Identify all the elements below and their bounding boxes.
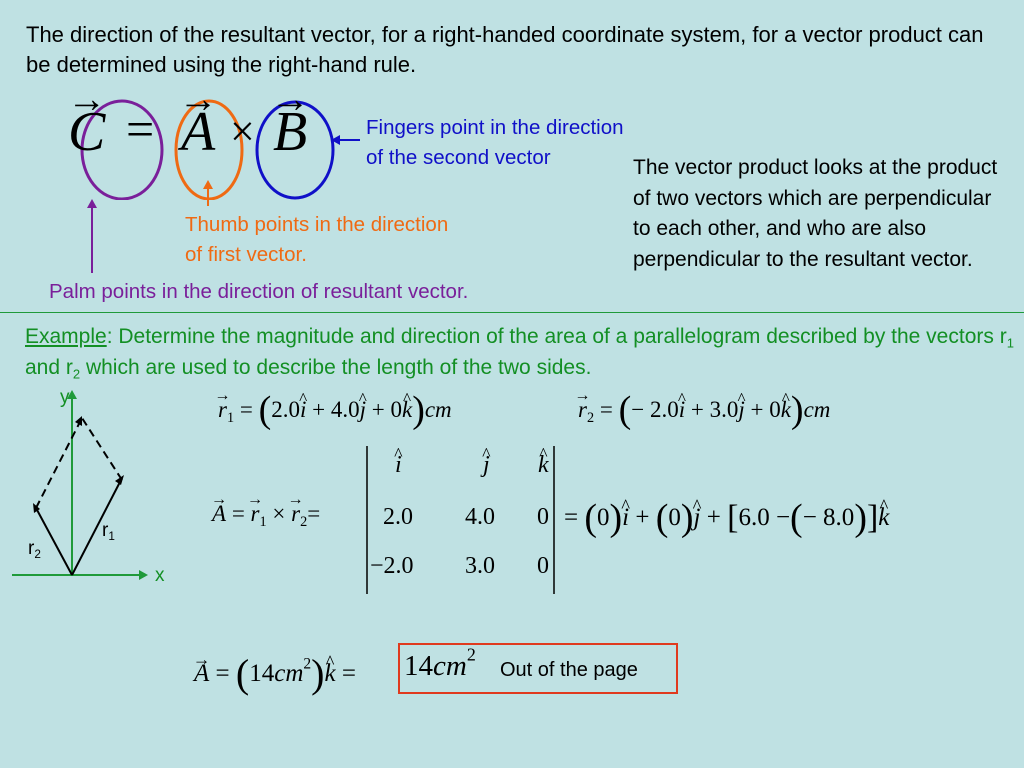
dashed-side-2 <box>82 418 122 480</box>
x-axis-label: x <box>155 565 165 586</box>
matrix-k: ^ k <box>538 452 549 479</box>
vector-product-note: The vector product looks at the product of two vectors which are perpendicular to each other, and who are also perpendicular to the resultant vector. <box>633 156 998 271</box>
matrix-i: ^ i <box>395 452 402 479</box>
answer-equation: → $A = (14cm^2)\^{}$ k = <box>194 650 356 697</box>
r1-equation: → $r_1$ = (2.0^ i + 4.0^ j + 0^ k)cm <box>218 388 452 432</box>
matrix-r1-z: 0 <box>537 504 549 530</box>
matrix-r1-y: 4.0 <box>465 504 495 530</box>
dashed-side-1 <box>36 418 82 508</box>
first-vector-a: → A <box>181 104 215 160</box>
equals-sign: = <box>126 101 155 157</box>
second-vector-b: → B <box>273 104 307 160</box>
thumb-label: Thumb points in the direction of first vector. <box>185 213 449 266</box>
matrix-r2-x: −2.0 <box>370 553 414 579</box>
y-axis-label: y <box>60 387 70 408</box>
cross-product-result: = (0)^ i + (0)^ j + [6.0 −(− 8.0)]^ k <box>564 496 889 540</box>
boxed-magnitude: $14cm^2$ <box>404 644 476 682</box>
resultant-vector-c: → C <box>68 104 105 160</box>
matrix-r2-z: 0 <box>537 553 549 579</box>
palm-label: Palm points in the direction of resultant vector. <box>49 280 469 303</box>
r2-vector <box>36 508 72 575</box>
direction-label: Out of the page <box>500 659 638 681</box>
divider-line <box>0 312 1024 313</box>
matrix-r1-x: 2.0 <box>383 504 413 530</box>
example-heading: Example <box>25 325 107 348</box>
fingers-label: Fingers point in the direction of the second vector <box>366 116 624 169</box>
r1-label: $r_1$ <box>102 520 115 544</box>
r2-equation: → $r_2$ = (− 2.0^ i + 3.0^ j + 0^ k)cm <box>578 388 830 432</box>
example-text: Example: Determine the magnitude and direction of the area of a parallelogram described by the vectors $r_1$ and $r_2$ which are used to describe the length of the two sides. <box>25 325 1014 382</box>
cross-sign: × <box>230 107 255 156</box>
r2-label: $r_2$ <box>28 538 41 562</box>
matrix-r2-y: 3.0 <box>465 553 495 579</box>
matrix-j: ^ j <box>483 452 490 479</box>
cross-product-lhs: → A = → $r_1$ × → $r_2=$ <box>212 501 320 527</box>
intro-text: The direction of the resultant vector, for a right-handed coordinate system, for a vector product can be determined using the right-hand rule. <box>26 22 984 77</box>
